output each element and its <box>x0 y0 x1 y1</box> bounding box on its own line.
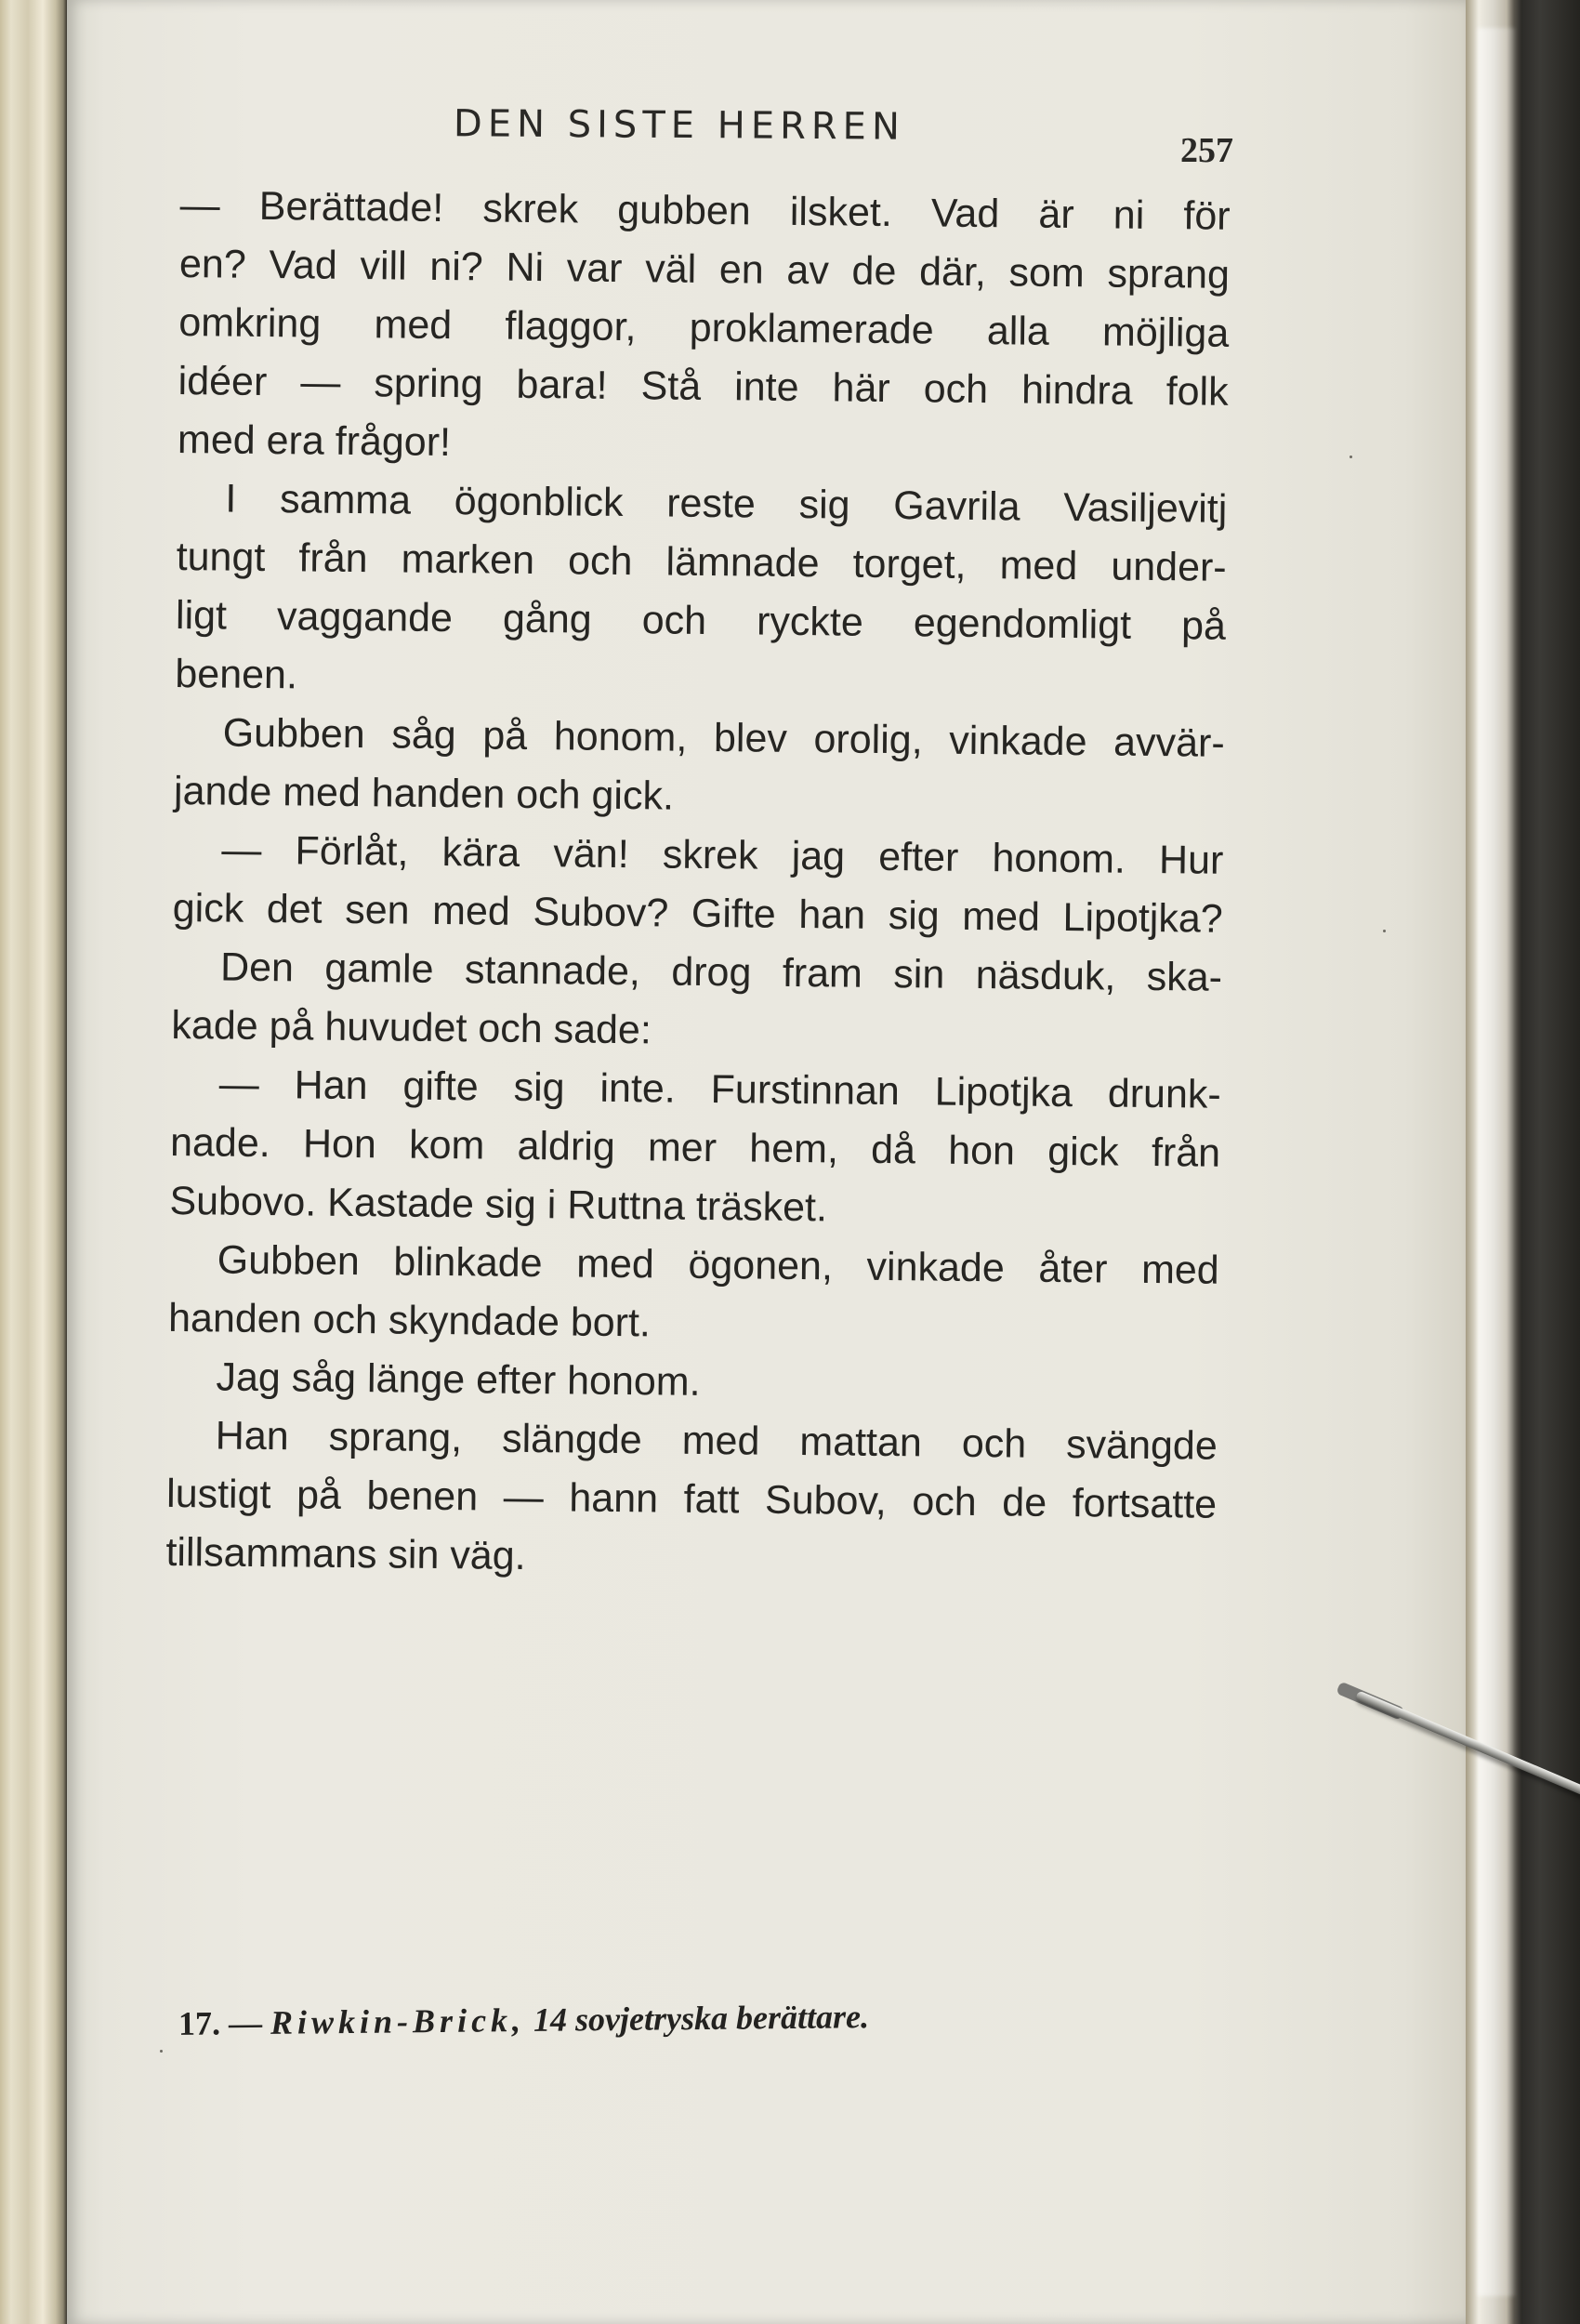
text-line: Subovo. Kastade sig i Ruttna träsket. <box>169 1178 828 1231</box>
signature-number: 17. — <box>178 2003 263 2042</box>
text-line: — Han gifte sig inte. Furstinnan Lipotjka drunk- <box>218 1062 1221 1117</box>
text-line: lustigt på benen — hann fatt Subov, och de fortsatte <box>165 1471 1218 1527</box>
text-line: omkring med flaggor, proklamerade alla möjliga <box>178 299 1230 356</box>
text-line: Jag såg länge efter honom. <box>216 1354 701 1405</box>
text-line: I samma ögonblick reste sig Gavrila Vasiljevitj <box>225 476 1228 532</box>
running-title: DEN SISTE HERREN <box>453 102 905 149</box>
text-line: benen. <box>175 651 298 698</box>
text-line: nade. Hon kom aldrig mer hem, då hon gick från <box>169 1119 1221 1176</box>
text-line: Han sprang, slängde med mattan och svängde <box>215 1413 1218 1469</box>
text-line: gick det sen med Subov? Gifte han sig med Lipotjka? <box>172 885 1223 942</box>
text-line: idéer — spring bara! Stå inte här och hindra folk <box>178 358 1229 415</box>
text-line: kade på huvudet och sade: <box>171 1002 652 1053</box>
body-text <box>165 177 1231 1593</box>
text-line: Gubben såg på honom, blev orolig, vinkade avvär- <box>222 710 1225 766</box>
text-line: tungt från marken och lämnade torget, med under- <box>176 534 1227 590</box>
page-number: 257 <box>1180 131 1233 170</box>
paper-speck <box>1350 456 1352 458</box>
text-line: Den gamle stannade, drog fram sin näsduk, ska- <box>219 944 1223 1000</box>
plastic-sleeve-reflection <box>1478 28 1515 2296</box>
text-line: tillsammans sin väg. <box>165 1529 526 1578</box>
text-line: Gubben blinkade med ögonen, vinkade åter med <box>217 1237 1219 1293</box>
text-line: — Förlåt, kära vän! skrek jag efter honom. Hur <box>221 827 1224 883</box>
footer-author: Riwkin-Brick, <box>270 2000 526 2041</box>
text-line: en? Vad vill ni? Ni var väl en av de där, som sprang <box>178 241 1231 297</box>
text-line: ligt vaggande gång och ryckte egendomligt på <box>175 592 1227 649</box>
paper-speck <box>1383 930 1386 932</box>
text-line: med era frågor! <box>177 416 452 466</box>
text-line: — Berättade! skrek gubben ilsket. Vad är ni för <box>179 182 1231 239</box>
signature-footer <box>178 1997 869 2043</box>
text-line: jande med handen och gick. <box>173 768 675 819</box>
text-line: handen och skyndade bort. <box>167 1295 652 1346</box>
footer-book-title: 14 sovjetryska berättare. <box>533 1998 870 2039</box>
left-page-edges <box>0 0 67 2324</box>
paper-speck <box>160 2050 163 2053</box>
